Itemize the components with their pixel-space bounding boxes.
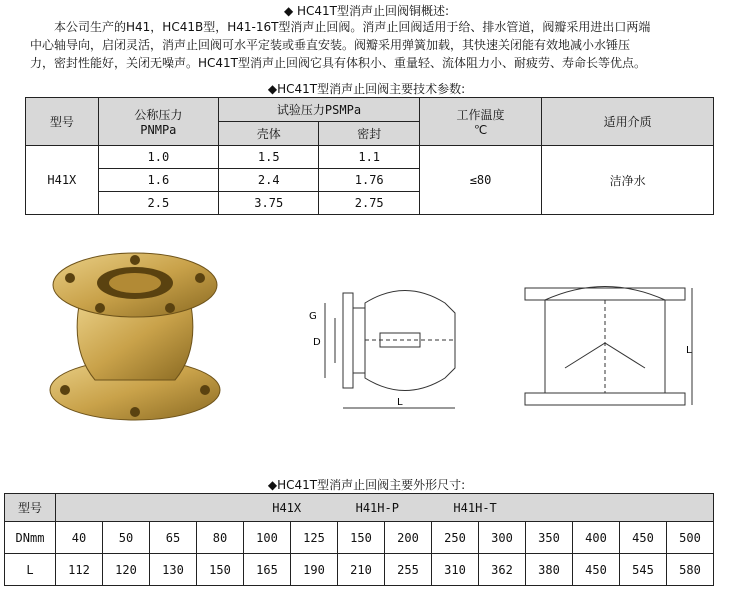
l-cell: 150: [197, 554, 244, 586]
overview-title: ◆ HC41T型消声止回阀铜概述:: [283, 4, 450, 18]
dn-cell: 300: [479, 522, 526, 554]
cell-shell: 2.4: [219, 169, 319, 192]
dn-cell: 400: [573, 522, 620, 554]
dn-cell: 80: [197, 522, 244, 554]
cell-model: H41X: [26, 146, 99, 215]
overview-line: 中心轴导向，启闭灵活，消声止回阀可水平定装或垂直安装。阀瓣采用弹簧加载，其快速关闭能有效地减小水锤压: [30, 38, 631, 52]
header-pressure-label: 公称压力: [134, 108, 183, 122]
header-shell: 壳体: [219, 122, 319, 146]
header-models: [56, 494, 714, 522]
dn-cell: 200: [385, 522, 432, 554]
l-cell: 310: [432, 554, 479, 586]
dn-cell: 150: [338, 522, 385, 554]
cell-seal: 1.76: [319, 169, 419, 192]
l-cell: 255: [385, 554, 432, 586]
dn-cell: 450: [620, 522, 667, 554]
cell-seal: 1.1: [319, 146, 419, 169]
dn-cell: 100: [244, 522, 291, 554]
header-temp-unit: ℃: [473, 123, 488, 137]
l-cell: 362: [479, 554, 526, 586]
l-cell: 112: [56, 554, 103, 586]
l-cell: 130: [150, 554, 197, 586]
cell-shell: 1.5: [219, 146, 319, 169]
valve-photo: [40, 240, 230, 430]
model-name: H41H-T: [453, 500, 497, 515]
header-model: 型号: [26, 98, 99, 146]
tech-title: ◆HC41T型消声止回阀主要技术参数:: [267, 82, 466, 96]
model-name: H41H-P: [355, 500, 399, 515]
valve-flange-drawing: [520, 283, 700, 413]
valve-section-drawing: [305, 283, 485, 418]
l-cell: 380: [526, 554, 573, 586]
overview-line: 力，密封性能好，关闭无噪声。HC41T型消声止回阀它具有体积小、重量轻、流体阻力小、耐疲劳、寿命长等优点。: [30, 56, 647, 70]
tech-params-table: [25, 97, 714, 215]
cell-temp: ≤80: [419, 146, 541, 215]
dn-cell: 500: [667, 522, 714, 554]
cell-seal: 2.75: [319, 192, 419, 215]
overview-paragraph: [30, 18, 706, 72]
l-cell: 190: [291, 554, 338, 586]
l-cell: 545: [620, 554, 667, 586]
cell-pn: 2.5: [98, 192, 218, 215]
header-temp-label: 工作温度: [456, 108, 505, 122]
l-cell: 450: [573, 554, 620, 586]
dn-label: DNmm: [5, 522, 56, 554]
l-cell: 165: [244, 554, 291, 586]
header-medium: 适用介质: [542, 98, 714, 146]
label-d: D: [313, 337, 321, 348]
dn-cell: 250: [432, 522, 479, 554]
cell-pn: 1.0: [98, 146, 218, 169]
dn-cell: 50: [103, 522, 150, 554]
model-name: H41X: [272, 500, 302, 515]
l-cell: 580: [667, 554, 714, 586]
label-l2: L: [686, 345, 692, 356]
header-pressure-unit: PNMPa: [140, 123, 177, 137]
label-g: G: [309, 311, 317, 322]
header-pressure: [98, 98, 218, 146]
cell-shell: 3.75: [219, 192, 319, 215]
dn-cell: 125: [291, 522, 338, 554]
header-test-pressure: 试验压力PSMPa: [219, 98, 420, 122]
dn-cell: 350: [526, 522, 573, 554]
l-cell: 210: [338, 554, 385, 586]
dimensions-table: [4, 493, 714, 586]
l-cell: 120: [103, 554, 150, 586]
header-seal: 密封: [319, 122, 419, 146]
overview-line: 本公司生产的H41，HC41B型，H41-16T型消声止回阀。消声止回阀适用于给、排水管道，阀瓣采用进出口两端: [54, 20, 651, 34]
dn-cell: 40: [56, 522, 103, 554]
l-label: L: [5, 554, 56, 586]
label-l: L: [397, 397, 403, 408]
dn-cell: 65: [150, 522, 197, 554]
header-model: 型号: [5, 494, 56, 522]
header-temp: [419, 98, 541, 146]
dim-title: ◆HC41T型消声止回阀主要外形尺寸:: [267, 478, 466, 492]
cell-medium: 洁净水: [542, 146, 714, 215]
cell-pn: 1.6: [98, 169, 218, 192]
